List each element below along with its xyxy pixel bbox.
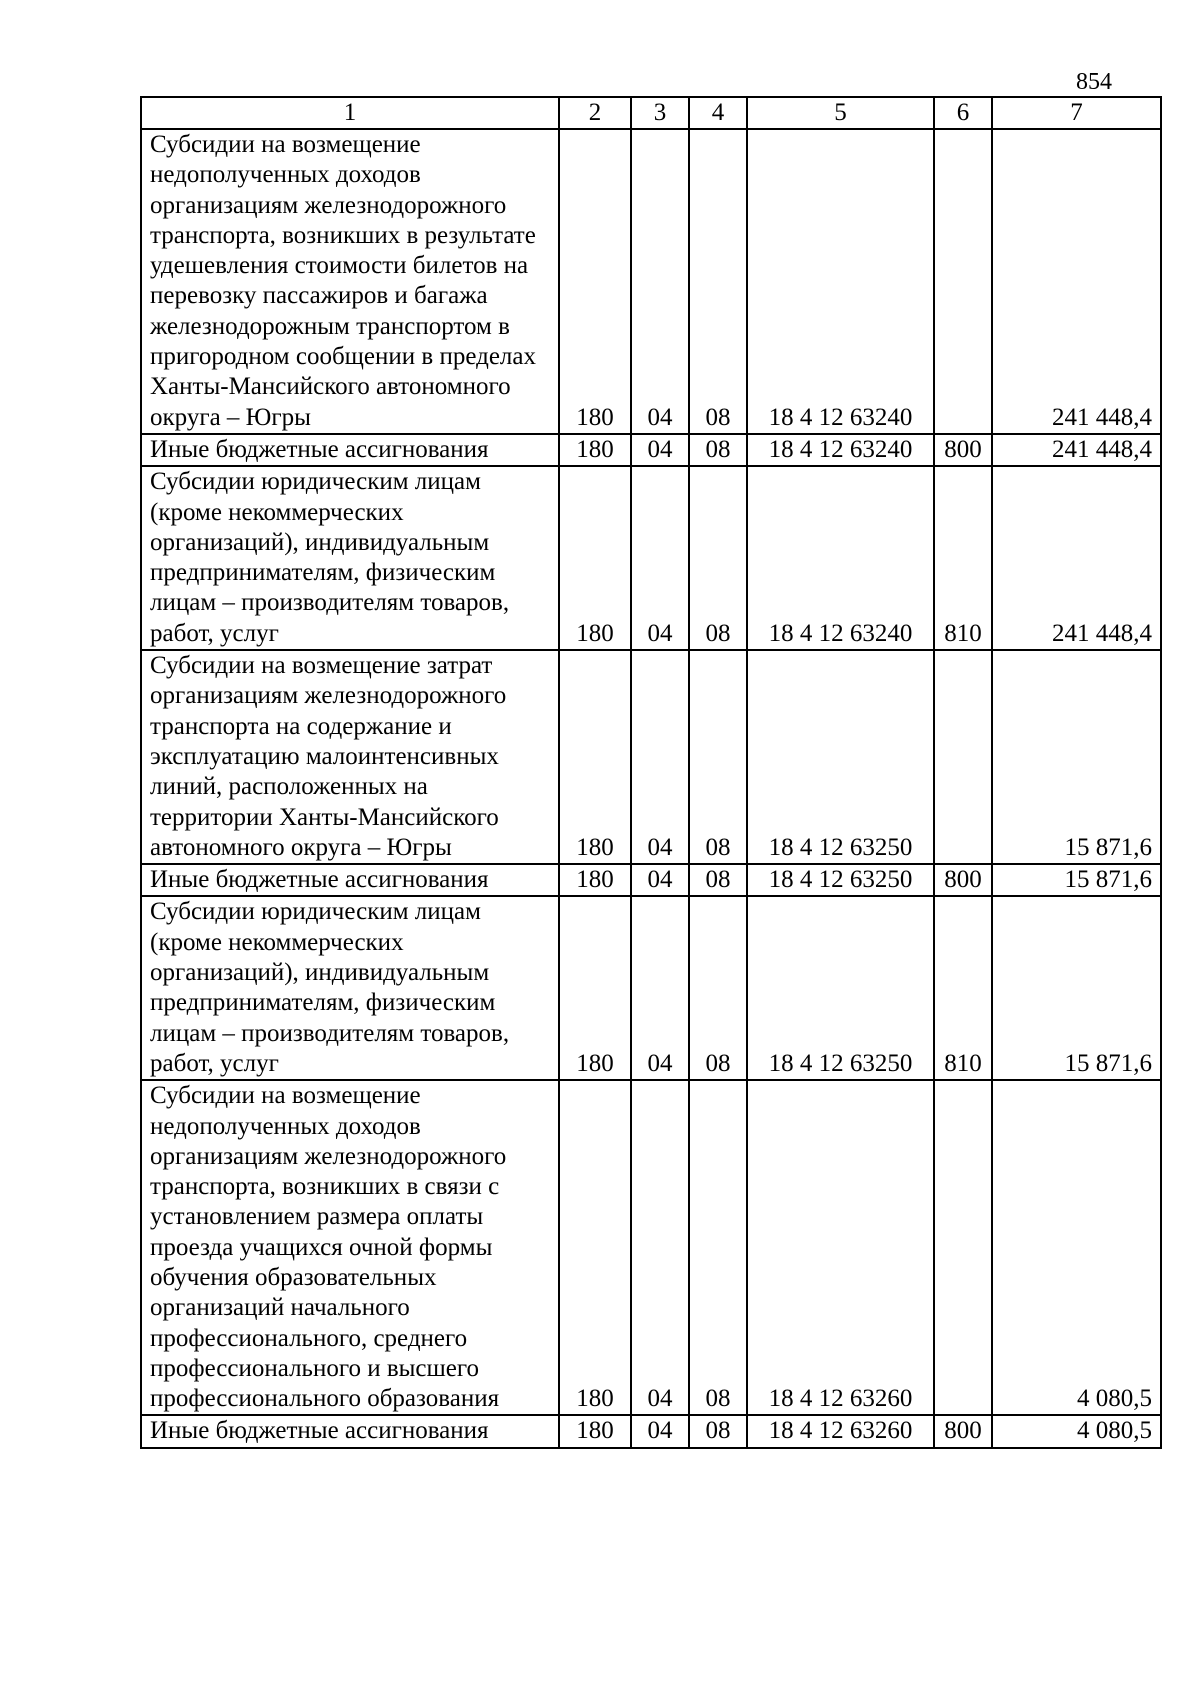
row-target-article: 18 4 12 63240 xyxy=(747,129,934,434)
column-header: 4 xyxy=(689,97,747,129)
row-amount: 241 448,4 xyxy=(992,129,1161,434)
table-row xyxy=(141,650,1161,864)
row-expense-type: 810 xyxy=(934,896,992,1080)
row-name: Субсидии на возмещение затрат организациям железнодорожного транспорта на содержание и эксплуатацию малоинтенсивных линий, расположенных на территории Ханты-Мансийского автономного округа – Югры xyxy=(141,650,559,864)
row-target-article: 18 4 12 63250 xyxy=(747,896,934,1080)
row-name: Иные бюджетные ассигнования xyxy=(141,434,559,466)
row-subsection-code: 08 xyxy=(689,434,747,466)
row-amount: 15 871,6 xyxy=(992,650,1161,864)
row-section-code: 04 xyxy=(631,434,689,466)
row-subsection-code: 08 xyxy=(689,129,747,434)
column-header: 6 xyxy=(934,97,992,129)
row-subsection-code: 08 xyxy=(689,650,747,864)
row-ministry-code: 180 xyxy=(559,466,631,650)
row-name: Субсидии юридическим лицам (кроме некоммерческих организаций), индивидуальным предпринимателям, физическим лицам – производителям товаров, работ, услуг xyxy=(141,466,559,650)
row-expense-type: 800 xyxy=(934,864,992,896)
row-ministry-code: 180 xyxy=(559,896,631,1080)
page-number: 854 xyxy=(1076,69,1112,95)
row-section-code: 04 xyxy=(631,466,689,650)
table-row xyxy=(141,1080,1161,1415)
table-row xyxy=(141,129,1161,434)
row-amount: 4 080,5 xyxy=(992,1080,1161,1415)
row-expense-type xyxy=(934,129,992,434)
row-name: Субсидии на возмещение недополученных доходов организациям железнодорожного транспорта, возникших в результате удешевления стоимости билетов на перевозку пассажиров и багажа железнодорожным транспортом в пригородном сообщении в пределах Ханты-Мансийского автономного округа – Югры xyxy=(141,129,559,434)
column-header: 5 xyxy=(747,97,934,129)
row-section-code: 04 xyxy=(631,1080,689,1415)
row-amount: 4 080,5 xyxy=(992,1415,1161,1447)
row-target-article: 18 4 12 63240 xyxy=(747,466,934,650)
row-amount: 241 448,4 xyxy=(992,466,1161,650)
row-amount: 241 448,4 xyxy=(992,434,1161,466)
row-name: Иные бюджетные ассигнования xyxy=(141,864,559,896)
row-subsection-code: 08 xyxy=(689,1080,747,1415)
row-expense-type: 800 xyxy=(934,1415,992,1447)
row-target-article: 18 4 12 63260 xyxy=(747,1415,934,1447)
row-ministry-code: 180 xyxy=(559,1080,631,1415)
table-row xyxy=(141,864,1161,896)
table-header-row xyxy=(141,97,1161,129)
row-target-article: 18 4 12 63250 xyxy=(747,864,934,896)
row-expense-type: 810 xyxy=(934,466,992,650)
row-section-code: 04 xyxy=(631,896,689,1080)
row-section-code: 04 xyxy=(631,1415,689,1447)
row-amount: 15 871,6 xyxy=(992,864,1161,896)
row-section-code: 04 xyxy=(631,129,689,434)
row-target-article: 18 4 12 63250 xyxy=(747,650,934,864)
table-row xyxy=(141,896,1161,1080)
row-subsection-code: 08 xyxy=(689,896,747,1080)
row-amount: 15 871,6 xyxy=(992,896,1161,1080)
table-row xyxy=(141,434,1161,466)
row-subsection-code: 08 xyxy=(689,1415,747,1447)
row-name: Субсидии юридическим лицам (кроме некоммерческих организаций), индивидуальным предпринимателям, физическим лицам – производителям товаров, работ, услуг xyxy=(141,896,559,1080)
row-ministry-code: 180 xyxy=(559,650,631,864)
column-header: 7 xyxy=(992,97,1161,129)
row-section-code: 04 xyxy=(631,864,689,896)
row-ministry-code: 180 xyxy=(559,129,631,434)
row-ministry-code: 180 xyxy=(559,864,631,896)
column-header: 1 xyxy=(141,97,559,129)
table-row xyxy=(141,1415,1161,1447)
row-target-article: 18 4 12 63240 xyxy=(747,434,934,466)
row-subsection-code: 08 xyxy=(689,466,747,650)
row-section-code: 04 xyxy=(631,650,689,864)
row-ministry-code: 180 xyxy=(559,1415,631,1447)
row-name: Субсидии на возмещение недополученных доходов организациям железнодорожного транспорта, возникших в связи с установлением размера оплаты проезда учащихся очной формы обучения образовательных организаций начального профессионального, среднего профессионального и высшего профессионального образования xyxy=(141,1080,559,1415)
row-expense-type xyxy=(934,650,992,864)
row-target-article: 18 4 12 63260 xyxy=(747,1080,934,1415)
row-expense-type: 800 xyxy=(934,434,992,466)
row-ministry-code: 180 xyxy=(559,434,631,466)
column-header: 3 xyxy=(631,97,689,129)
row-expense-type xyxy=(934,1080,992,1415)
table-row xyxy=(141,466,1161,650)
row-name: Иные бюджетные ассигнования xyxy=(141,1415,559,1447)
column-header: 2 xyxy=(559,97,631,129)
budget-table xyxy=(140,96,1162,1449)
row-subsection-code: 08 xyxy=(689,864,747,896)
